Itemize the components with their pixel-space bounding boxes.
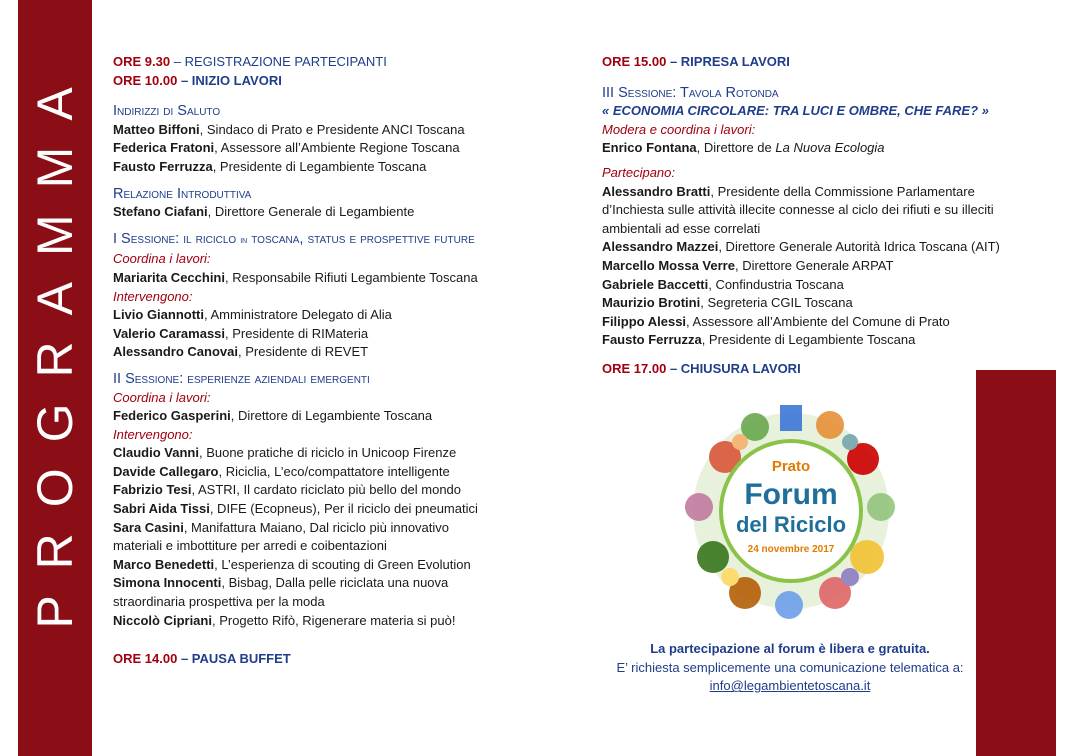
speaker-row: Marco Benedetti, L’esperienza di scouting di Green Evolution xyxy=(113,556,471,572)
coord-label: Coordina i lavori: xyxy=(113,251,211,267)
time-slot-buffet: ORE 14.00 – PAUSA BUFFET xyxy=(113,651,291,667)
speaker-row: Valerio Caramassi, Presidente di RIMateria xyxy=(113,325,369,341)
speaker-row-cont: d’Inchiesta sulle attività illecite connesse al ciclo dei rifiuti e su illeciti xyxy=(602,202,994,218)
logo-line1: Forum xyxy=(744,478,838,511)
speaker-row: Livio Giannotti, Amministratore Delegato di Alia xyxy=(113,307,392,323)
section-title-session-2: II Sessione: esperienze aziendali emergenti xyxy=(113,370,370,387)
interv-label: Intervengono: xyxy=(113,426,193,442)
speaker-row: Niccolò Cipriani, Progetto Rifò, Rigenerare materia si può! xyxy=(113,612,456,628)
speaker-row: Fausto Ferruzza, Presidente di Legambiente Toscana xyxy=(602,332,916,348)
logo-line2: del Riciclo xyxy=(735,512,847,537)
speaker-row-cont: materiali e imbottiture per arredi e coibentazioni xyxy=(113,538,387,554)
footer-info xyxy=(600,640,980,696)
section-title-session-1: I Sessione: il riciclo in toscana, status e prospettive future xyxy=(113,230,475,247)
speaker-row: Fausto Ferruzza, Presidente di Legambiente Toscana xyxy=(113,158,427,174)
speaker-row-cont: ambientali ad esse correlati xyxy=(602,220,761,236)
logo-city: Prato xyxy=(771,458,811,475)
time-slot-registration: ORE 9.30 – REGISTRAZIONE PARTECIPANTI xyxy=(113,54,387,69)
speaker-row: Federica Fratoni, Assessore all’Ambiente Regione Toscana xyxy=(113,140,460,156)
session-3-subtitle: « ECONOMIA CIRCOLARE: TRA LUCI E OMBRE, CHE FARE? » xyxy=(602,103,989,119)
speaker-row-cont: straordinaria prospettiva per la moda xyxy=(113,594,325,610)
coord-label: Coordina i lavori: xyxy=(113,389,211,405)
speaker-row: Simona Innocenti, Bisbag, Dalla pelle riciclata una nuova xyxy=(113,575,449,591)
interv-label: Intervengono: xyxy=(113,288,193,304)
forum-logo-graphic xyxy=(685,397,897,619)
speaker-row: Sara Casini, Manifattura Maiano, Dal riciclo più innovativo xyxy=(113,519,450,535)
logo-date: 24 novembre 2017 xyxy=(747,544,835,555)
moderator-label: Modera e coordina i lavori: xyxy=(602,121,756,137)
speaker-row: Federico Gasperini, Direttore di Legambiente Toscana xyxy=(113,408,433,424)
speaker-row: Alessandro Canovai, Presidente di REVET xyxy=(113,344,369,360)
footer-line-2: E’ richiesta semplicemente una comunicazione telematica a: xyxy=(616,659,964,675)
program-column-right xyxy=(602,53,1042,379)
speaker-row: Davide Callegaro, Riciclia, L’eco/compattatore intelligente xyxy=(113,463,450,479)
speaker-row: Sabri Aida Tissi, DIFE (Ecopneus), Per il riciclo dei pneumatici xyxy=(113,501,478,517)
speaker-row: Filippo Alessi, Assessore all’Ambiente del Comune di Prato xyxy=(602,313,950,329)
speaker-row: Alessandro Bratti, Presidente della Commissione Parlamentare xyxy=(602,183,975,199)
speaker-row: Fabrizio Tesi, ASTRI, Il cardato riciclato più bello del mondo xyxy=(113,482,462,498)
section-title-relazione: Relazione Introduttiva xyxy=(113,185,252,202)
speaker-row: Claudio Vanni, Buone pratiche di riciclo in Unicoop Firenze xyxy=(113,445,457,461)
speaker-row: Mariarita Cecchini, Responsabile Rifiuti Legambiente Toscana xyxy=(113,269,478,285)
contact-email-link[interactable]: info@legambientetoscana.it xyxy=(709,678,871,694)
programma-title: PROGRAMMA xyxy=(27,61,83,629)
forum-logo xyxy=(685,397,897,619)
speaker-row: Matteo Biffoni, Sindaco di Prato e Presidente ANCI Toscana xyxy=(113,121,465,137)
speaker-row: Gabriele Baccetti, Confindustria Toscana xyxy=(602,276,844,292)
section-title-session-3: III Sessione: Tavola Rotonda xyxy=(602,84,779,101)
speaker-row: Marcello Mossa Verre, Direttore Generale ARPAT xyxy=(602,257,894,273)
speaker-row: Enrico Fontana, Direttore de La Nuova Ecologia xyxy=(602,140,885,156)
partecipano-label: Partecipano: xyxy=(602,164,675,180)
program-column-left xyxy=(113,53,553,669)
time-slot-start: ORE 10.00 – INIZIO LAVORI xyxy=(113,72,282,88)
section-title-saluto: Indirizzi di Saluto xyxy=(113,103,221,120)
right-decor-bar xyxy=(976,370,1056,756)
footer-line-1: La partecipazione al forum è libera e gratuita. xyxy=(650,641,930,656)
speaker-row: Alessandro Mazzei, Direttore Generale Autorità Idrica Toscana (AIT) xyxy=(602,239,1000,255)
time-slot-closing: ORE 17.00 – CHIUSURA LAVORI xyxy=(602,360,801,376)
speaker-row: Stefano Ciafani, Direttore Generale di Legambiente xyxy=(113,204,415,220)
time-slot-resume: ORE 15.00 – RIPRESA LAVORI xyxy=(602,54,790,69)
speaker-row: Maurizio Brotini, Segreteria CGIL Toscana xyxy=(602,295,853,311)
